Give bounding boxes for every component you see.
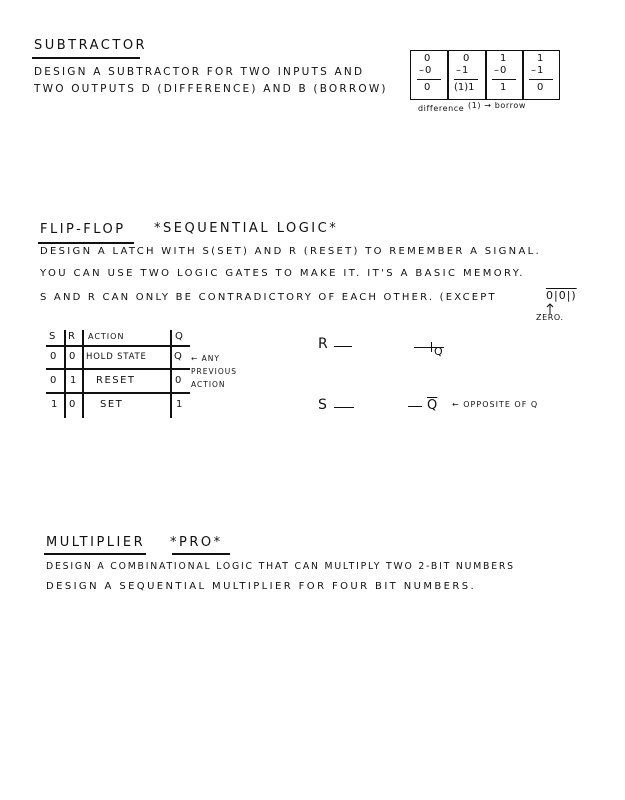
- grid-bot: 0: [424, 82, 432, 93]
- grid-bot: (1)1: [454, 82, 475, 93]
- table-cell: SET: [100, 399, 124, 410]
- table-header: R: [68, 331, 76, 342]
- borrow-label: (1) → borrow: [468, 101, 526, 110]
- table-cell: 0: [69, 399, 77, 410]
- q-tick: [431, 342, 432, 352]
- grid-sum-line: [417, 79, 441, 80]
- grid-col-4: [523, 51, 559, 99]
- subtractor-title: SUBTRACTOR: [34, 38, 148, 53]
- grid-mid: –1: [531, 65, 545, 76]
- grid-sum-line: [454, 79, 478, 80]
- r-line: [334, 346, 352, 347]
- flipflop-title-underline: [38, 242, 134, 244]
- subtractor-line-1: DESIGN A SUBTRACTOR FOR TWO INPUTS AND: [34, 66, 365, 78]
- grid-bot: 0: [537, 82, 545, 93]
- table-cell: 1: [70, 375, 78, 386]
- table-divider: [46, 392, 190, 394]
- table-cell: Q: [174, 351, 183, 362]
- table-cell: RESET: [96, 375, 136, 386]
- s-line: [334, 407, 354, 408]
- table-divider: [82, 330, 84, 418]
- difference-label: difference: [418, 104, 465, 113]
- grid-top: 1: [537, 53, 545, 64]
- table-cell: 0: [50, 351, 58, 362]
- flipflop-line-1: DESIGN A LATCH WITH S(SET) AND R (RESET) TO REMEMBER A SIGNAL.: [40, 246, 541, 257]
- grid-col-3: [486, 51, 522, 99]
- flipflop-title: FLIP-FLOP: [40, 222, 126, 237]
- qbar-line: [408, 406, 422, 407]
- flipflop-line-3: S AND R CAN ONLY BE CONTRADICTORY OF EACH OTHER. (EXCEPT: [40, 292, 497, 303]
- grid-mid: –0: [419, 65, 433, 76]
- table-header: S: [49, 331, 57, 342]
- multiplier-title: MULTIPLIER: [46, 535, 146, 550]
- grid-mid: –1: [456, 65, 470, 76]
- grid-col-1: [411, 51, 447, 99]
- grid-mid: –0: [494, 65, 508, 76]
- table-cell: 1: [51, 399, 59, 410]
- multiplier-title-underline: [44, 553, 146, 555]
- table-divider: [46, 345, 190, 347]
- grid-top: 1: [500, 53, 508, 64]
- subtractor-line-2: TWO OUTPUTS D (DIFFERENCE) AND B (BORROW): [34, 83, 388, 95]
- subtractor-title-underline: [32, 57, 140, 59]
- sr-truth-table: [46, 330, 190, 418]
- grid-bot: 1: [500, 82, 508, 93]
- flipflop-line-2: YOU CAN USE TWO LOGIC GATES TO MAKE IT. IT'S A BASIC MEMORY.: [40, 268, 525, 279]
- q-label: Q: [434, 345, 443, 358]
- r-label: R: [318, 336, 328, 352]
- grid-col-2: [448, 51, 485, 99]
- opposite-note: ← OPPOSITE OF Q: [452, 400, 539, 409]
- multiplier-line-2: DESIGN A SEQUENTIAL MULTIPLIER FOR FOUR BIT NUMBERS.: [46, 581, 477, 592]
- table-cell: 1: [176, 399, 184, 410]
- s-label: S: [318, 397, 327, 413]
- zero-label: ZERO.: [536, 313, 564, 322]
- grid-top: 0: [424, 53, 432, 64]
- flipflop-subtitle: *SEQUENTIAL LOGIC*: [154, 221, 339, 236]
- table-divider: [64, 330, 66, 418]
- qbar-label: $\overline{Q}$: [427, 398, 438, 413]
- table-cell: 0: [175, 375, 183, 386]
- grid-top: 0: [463, 53, 471, 64]
- table-cell: 0: [50, 375, 58, 386]
- table-header: Q: [175, 331, 184, 342]
- multiplier-line-1: DESIGN A COMBINATIONAL LOGIC THAT CAN MULTIPLY TWO 2-BIT NUMBERS: [46, 561, 515, 572]
- subtractor-truth-grid: [410, 50, 560, 100]
- table-divider: [170, 330, 172, 418]
- multiplier-subtitle: *PRO*: [170, 535, 223, 550]
- grid-sum-line: [529, 79, 553, 80]
- except-value: 0|0|): [546, 289, 577, 302]
- table-header: ACTION: [88, 332, 125, 341]
- table-divider: [46, 368, 190, 370]
- table-cell: HOLD STATE: [86, 352, 147, 362]
- multiplier-subtitle-underline: [172, 553, 230, 555]
- table-cell: 0: [69, 351, 77, 362]
- grid-sum-line: [492, 79, 516, 80]
- any-previous-note: ← ANY PREVIOUS ACTION: [191, 354, 237, 389]
